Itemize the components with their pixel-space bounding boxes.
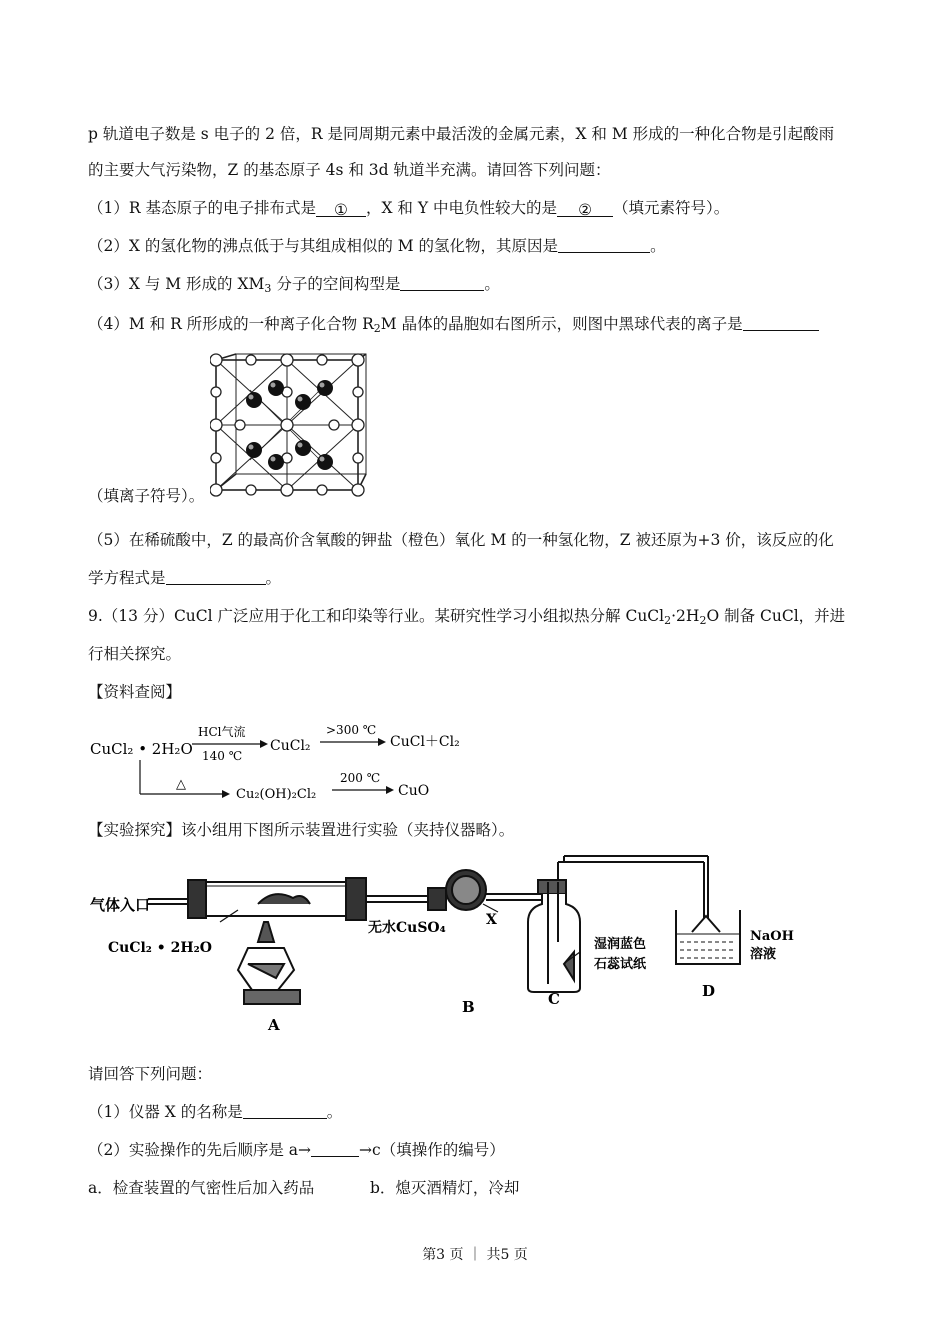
scheme-mid: CuCl₂: [270, 738, 311, 754]
sub-question-1: （1）仪器 X 的名称是 。: [88, 1103, 343, 1121]
answer-blank-q2[interactable]: [558, 236, 650, 253]
questions-intro: 请回答下列问题：: [88, 1065, 213, 1083]
question-5-line-1: （5）在稀硫酸中，Z 的最高价含氧酸的钾盐（橙色）氧化 M 的一种氢化物，Z 被还原为+3 价，该反应的化: [88, 531, 834, 549]
answer-blank-q5[interactable]: [166, 568, 266, 585]
scheme-arrow3-top: △: [176, 777, 186, 792]
scheme-arrow4-top: 200 ℃: [340, 771, 381, 785]
intro-line-1: p 轨道电子数是 s 电子的 2 倍，R 是同周期元素中最活泼的金属元素，X 和 M 形成的一种化合物是引起酸雨: [88, 125, 835, 143]
apparatus-paper-label-1: 湿润蓝色: [594, 937, 647, 952]
question-2: （2）X 的氢化物的沸点低于与其组成相似的 M 的氢化物，其原因是 。: [88, 237, 666, 255]
scheme-end1: CuCl＋Cl₂: [390, 734, 460, 750]
apparatus-cuso4-label: 无水CuSO₄: [368, 920, 446, 936]
answer-blank-1[interactable]: ①: [316, 200, 366, 217]
answer-blank-x-name[interactable]: [243, 1102, 327, 1119]
reference-title: 【资料查阅】: [88, 683, 182, 701]
apparatus-sample-label: CuCl₂ • 2H₂O: [108, 940, 212, 956]
scheme-end2: CuO: [398, 783, 430, 799]
apparatus-label-c: C: [548, 990, 560, 1008]
question-9-line-2: 行相关探究。: [88, 645, 182, 663]
apparatus-figure: [88, 852, 810, 1038]
apparatus-label-d: D: [702, 982, 716, 1000]
apparatus-label-a: A: [268, 1016, 280, 1034]
scheme-arrow2-top: >300 ℃: [326, 723, 377, 737]
sub-question-2: （2）实验操作的先后顺序是 a→ →c（填操作的编号）: [88, 1141, 505, 1159]
question-1: （1）R 基态原子的电子排布式是 ① ，X 和 Y 中电负性较大的是 ② （填元素符号）。: [88, 199, 730, 219]
page-footer: 第3 页 ｜ 共5 页: [422, 1247, 528, 1263]
crystal-cell-figure: [210, 350, 372, 498]
option-b: b．熄灭酒精灯，冷却: [370, 1179, 520, 1197]
experiment-title: 【实验探究】该小组用下图所示装置进行实验（夹持仪器略）。: [88, 821, 515, 839]
reaction-scheme: [88, 718, 488, 800]
answer-blank-q3[interactable]: [400, 274, 484, 291]
question-9-line-1: 9.（13 分）CuCl 广泛应用于化工和印染等行业。某研究性学习小组拟热分解 $CuCl_2\cdot 2H_2O$ 制备 CuCl，并进: [88, 607, 846, 627]
intro-line-2: 的主要大气污染物，Z 的基态原子 4s 和 3d 轨道半充满。请回答下列问题：: [88, 161, 611, 179]
question-4-tail: （填离子符号）。: [88, 487, 205, 505]
question-3: （3）X 与 M 形成的 $XM_3$ 分子的空间构型是 。: [88, 275, 500, 295]
question-5-line-2: 学方程式是 。: [88, 569, 282, 587]
scheme-arrow1-bottom: 140 ℃: [202, 749, 243, 763]
scheme-mid2: Cu₂(OH)₂Cl₂: [236, 787, 317, 800]
question-4: （4）M 和 R 所形成的一种离子化合物 $R_2M$ 晶体的晶胞如右图所示，则图中黑球代表的离子是: [88, 314, 819, 339]
apparatus-naoh-label-2: 溶液: [750, 947, 777, 962]
apparatus-label-b: B: [462, 998, 475, 1016]
scheme-start: CuCl₂ • 2H₂O: [90, 740, 193, 758]
apparatus-inlet-label: 气体入口: [90, 896, 151, 914]
option-a: a．检查装置的气密性后加入药品: [88, 1179, 315, 1197]
apparatus-x-label: X: [486, 912, 497, 928]
answer-blank-order[interactable]: [311, 1140, 359, 1157]
scheme-arrow1-top: HCl气流: [198, 725, 246, 739]
answer-blank-2[interactable]: ②: [557, 200, 613, 217]
apparatus-paper-label-2: 石蕊试纸: [594, 957, 647, 972]
apparatus-naoh-label-1: NaOH: [750, 929, 794, 944]
answer-blank-q4[interactable]: [743, 314, 819, 331]
